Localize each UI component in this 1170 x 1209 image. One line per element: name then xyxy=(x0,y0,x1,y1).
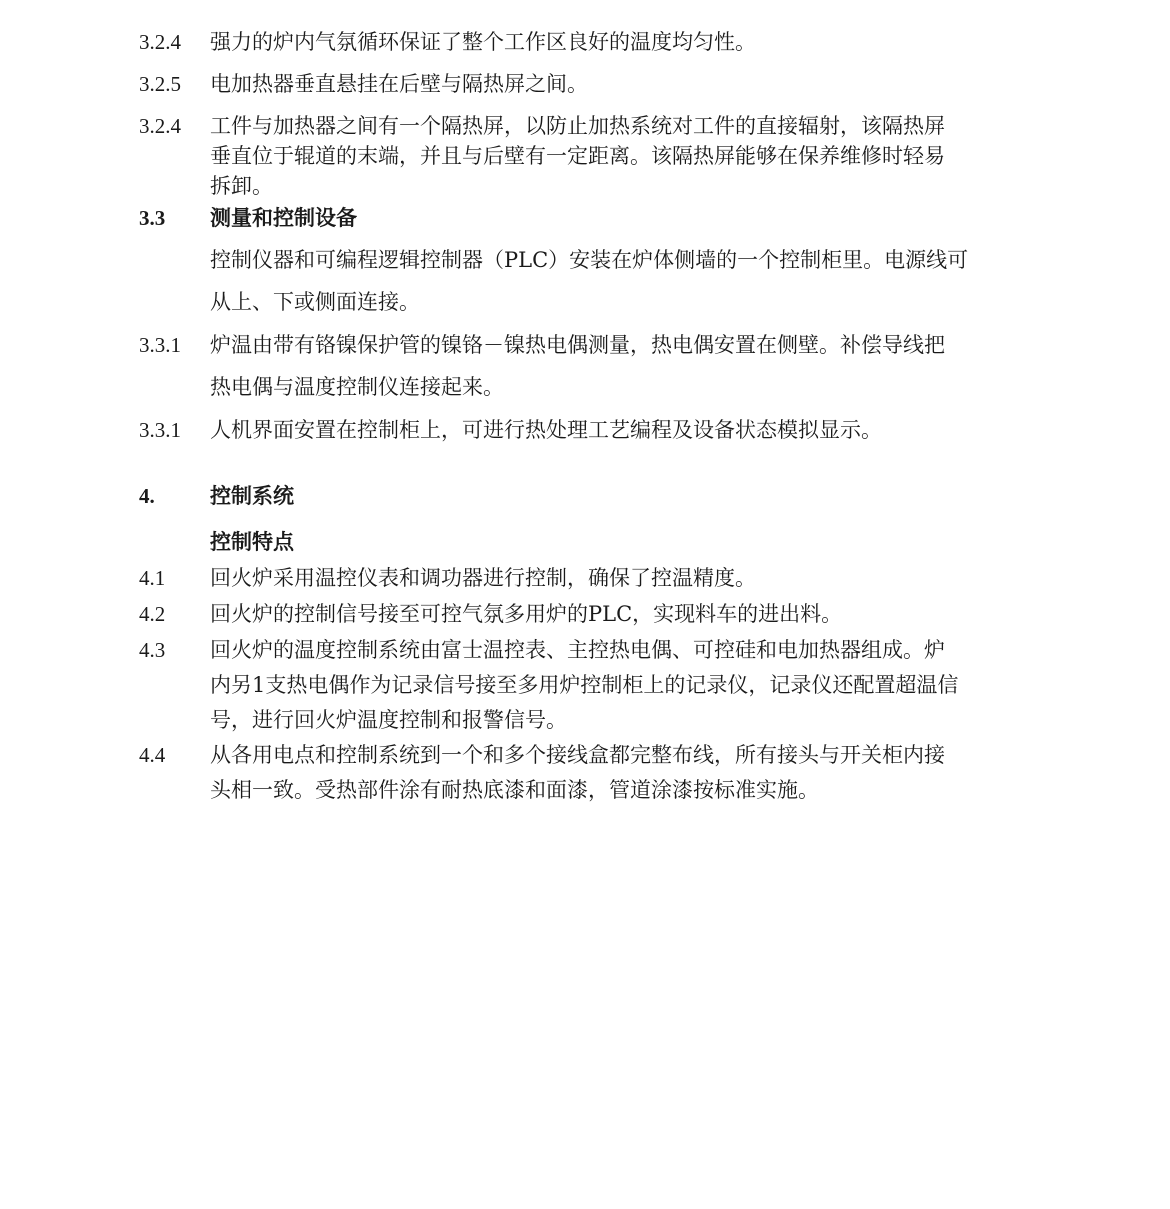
paragraph-text xyxy=(210,248,1060,314)
clause-number: 3.2.4 xyxy=(139,30,181,54)
clause-text xyxy=(210,418,1060,442)
text-line: 强力的炉内气氛循环保证了整个工作区良好的温度均匀性。 xyxy=(210,30,756,54)
clause-text xyxy=(210,638,1060,732)
clause-number: 4.1 xyxy=(139,566,166,590)
clause-text xyxy=(210,743,1060,802)
text-line: 热电偶与温度控制仪连接起来。 xyxy=(210,375,504,399)
text-line: 测量和控制设备 xyxy=(210,205,357,230)
clause-number: 3.3.1 xyxy=(139,418,181,442)
section-title xyxy=(210,484,1060,508)
text-line: 从上、下或侧面连接。 xyxy=(210,290,420,314)
subheading-title xyxy=(210,530,1060,554)
text-line: 控制特点 xyxy=(210,529,294,554)
text-line: 内另1支热电偶作为记录信号接至多用炉控制柜上的记录仪，记录仪还配置超温信 xyxy=(210,673,959,697)
text-line: 炉温由带有铬镍保护管的镍铬－镍热电偶测量，热电偶安置在侧壁。补偿导线把 xyxy=(210,333,945,357)
text-line: 电加热器垂直悬挂在后壁与隔热屏之间。 xyxy=(210,72,588,96)
text-line: 垂直位于辊道的末端，并且与后壁有一定距离。该隔热屏能够在保养维修时轻易 xyxy=(210,144,945,168)
text-line: 头相一致。受热部件涂有耐热底漆和面漆，管道涂漆按标准实施。 xyxy=(210,778,819,802)
section-title xyxy=(210,206,1060,230)
section-number: 4. xyxy=(139,484,155,508)
clause-number: 4.4 xyxy=(139,743,166,767)
clause-number: 3.3.1 xyxy=(139,333,181,357)
text-line: 控制系统 xyxy=(210,483,294,508)
clause-number: 4.3 xyxy=(139,638,166,662)
clause-text xyxy=(210,114,1060,198)
clause-number: 3.2.4 xyxy=(139,114,181,138)
clause-text xyxy=(210,72,1060,96)
clause-number: 3.2.5 xyxy=(139,72,181,96)
section-number: 3.3 xyxy=(139,206,166,230)
text-line: 拆卸。 xyxy=(210,174,273,198)
text-line: 回火炉的控制信号接至可控气氛多用炉的PLC，实现料车的进出料。 xyxy=(210,602,843,626)
text-line: 工件与加热器之间有一个隔热屏，以防止加热系统对工件的直接辐射，该隔热屏 xyxy=(210,114,945,138)
text-line: 号，进行回火炉温度控制和报警信号。 xyxy=(210,708,567,732)
clause-text xyxy=(210,30,1060,54)
clause-text xyxy=(210,602,1060,626)
clause-number: 4.2 xyxy=(139,602,166,626)
text-line: 回火炉的温度控制系统由富士温控表、主控热电偶、可控硅和电加热器组成。炉 xyxy=(210,638,945,662)
clause-text xyxy=(210,566,1060,590)
clause-text xyxy=(210,333,1060,399)
text-line: 回火炉采用温控仪表和调功器进行控制，确保了控温精度。 xyxy=(210,566,756,590)
text-line: 控制仪器和可编程逻辑控制器（PLC）安装在炉体侧墙的一个控制柜里。电源线可 xyxy=(210,248,969,272)
text-line: 人机界面安置在控制柜上，可进行热处理工艺编程及设备状态模拟显示。 xyxy=(210,418,882,442)
text-line: 从各用电点和控制系统到一个和多个接线盒都完整布线，所有接头与开关柜内接 xyxy=(210,743,945,767)
